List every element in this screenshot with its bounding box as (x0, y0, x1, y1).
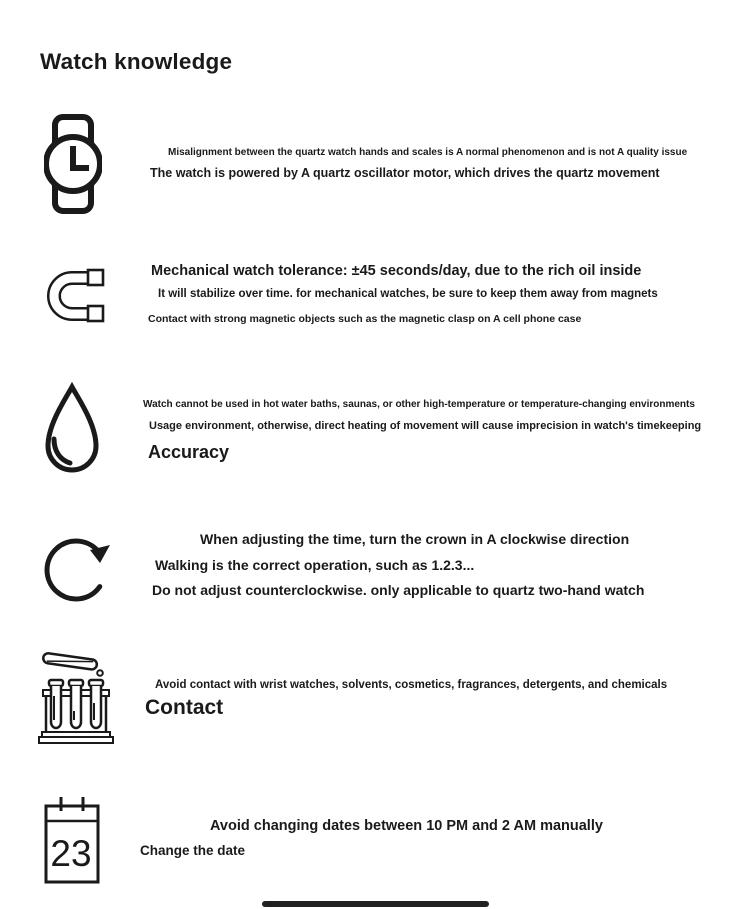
magnet-icon (42, 263, 108, 327)
test-tubes-icon (38, 646, 114, 746)
hot-water-note: Watch cannot be used in hot water baths, saunas, or other high-temperature or temperature-changing environments (143, 399, 695, 410)
accuracy-label: Accuracy (148, 442, 230, 462)
watch-icon (44, 114, 102, 214)
home-indicator[interactable] (262, 901, 489, 907)
clockwise-arrow-icon (42, 524, 112, 612)
usage-environment-text: Usage environment, otherwise, direct heating of movement will cause imprecision in watch's timekeeping (149, 420, 702, 432)
misalignment-note: Misalignment between the quartz watch hands and scales is A normal phenomenon and is not A quality issue (168, 147, 688, 158)
magnet-warning-text: It will stabilize over time. for mechanical watches, be sure to keep them away from magnets (158, 288, 658, 300)
contact-label: Contact (145, 696, 224, 719)
calendar-icon (42, 794, 102, 886)
avoid-date-change-text: Avoid changing dates between 10 PM and 2 AM manually (210, 818, 603, 834)
avoid-chemicals-text: Avoid contact with wrist watches, solvents, cosmetics, fragrances, detergents, and chemicals (155, 679, 668, 691)
quartz-motor-text: The watch is powered by A quartz oscillator motor, which drives the quartz movement (150, 166, 660, 180)
change-date-label: Change the date (140, 843, 246, 858)
walking-operation-text: Walking is the correct operation, such as 1.2.3... (155, 557, 475, 573)
water-drop-icon (40, 382, 104, 478)
tolerance-headline: Mechanical watch tolerance: ±45 seconds/day, due to the rich oil inside (151, 263, 642, 279)
no-counterclockwise-text: Do not adjust counterclockwise. only applicable to quartz two-hand watch (152, 582, 645, 598)
magnetic-objects-note: Contact with strong magnetic objects such as the magnetic clasp on A cell phone case (148, 313, 582, 325)
calendar-day-number: 23 (50, 833, 92, 874)
page-title: Watch knowledge (40, 49, 233, 75)
crown-clockwise-text: When adjusting the time, turn the crown in A clockwise direction (200, 531, 630, 547)
